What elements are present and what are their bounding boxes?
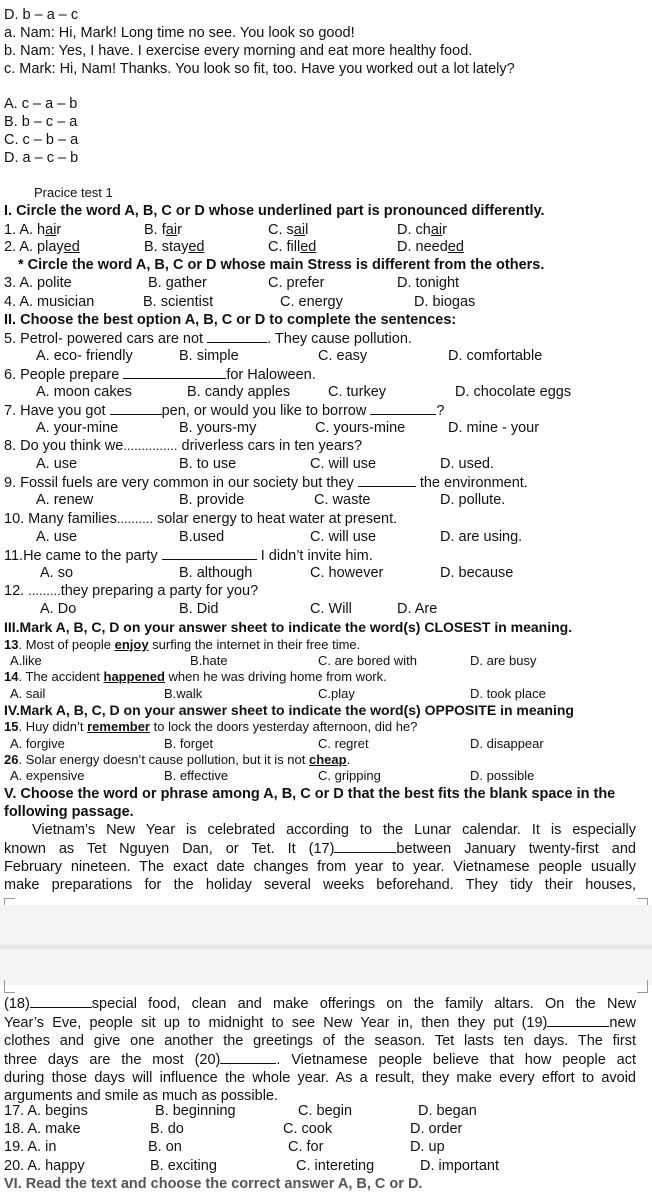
page-corner-mark [4,980,15,993]
section-6-heading-partial: VI. Read the text and choose the correct answer A, B, C or D. [4,1176,423,1192]
section-2-heading: II. Choose the best option A, B, C or D to complete the sentences: [4,312,457,328]
order-option-c: C. c – b – a [4,132,79,148]
page-break [0,905,652,985]
order-option-d: D. a – c – b [4,150,79,166]
page-corner-mark [637,980,648,993]
dialog-line-a: a. Nam: Hi, Mark! Long time no see. You look so good! [4,25,355,41]
dialog-line-c: c. Mark: Hi, Nam! Thanks. You look so fit, too. Have you worked out a lot lately? [4,61,515,77]
section-3-heading: III.Mark A, B, C, D on your answer sheet to indicate the word(s) CLOSEST in meaning. [4,619,573,635]
order-option-a: A. c – a – b [4,96,78,112]
stress-heading: * Circle the word A, B, C or D whose main Stress is different from the others. [18,257,545,273]
order-option-b: B. b – c – a [4,114,78,130]
section-5-heading-cont: following passage. [4,804,134,820]
section-5-heading: V. Choose the word or phrase among A, B, C or D that the best fits the blank space in the [4,786,616,802]
test-title: Pracice test 1 [34,185,113,200]
passage-part-1: Vietnam’s New Year is celebrated according to the Lunar calendar. It is especially known as Tet Nguyen Dan, or Tet. It (17) between January twenty-first and February nineteen. The exact date changes from year to year. Vietnamese people usually make preparations for the holiday several weeks beforehand. They tidy their houses, [4,822,636,893]
section-4-heading: IV.Mark A, B, C, D on your answer sheet to indicate the word(s) OPPOSITE in meaning [4,702,574,718]
dialog-line-b: b. Nam: Yes, I have. I exercise every morning and eat more healthy food. [4,43,473,59]
passage-part-2: (18) special food, clean and make offerings on the family altars. On the New Year’s Eve, people sit up to midnight to see New Year in, then they put (19) new clothes and give one another the greetings of the season. Tet lasts ten days. The first three days are the most (20) . Vietnamese people believe that how people act during those days will influence the whole year. As a result, they make every effort to avoid arguments and smile as much as possible. [4,996,636,1104]
prev-option-d: D. b – a – c [4,7,79,23]
section-1-heading: I. Circle the word A, B, C or D whose underlined part is pronounced differently. [4,203,545,219]
